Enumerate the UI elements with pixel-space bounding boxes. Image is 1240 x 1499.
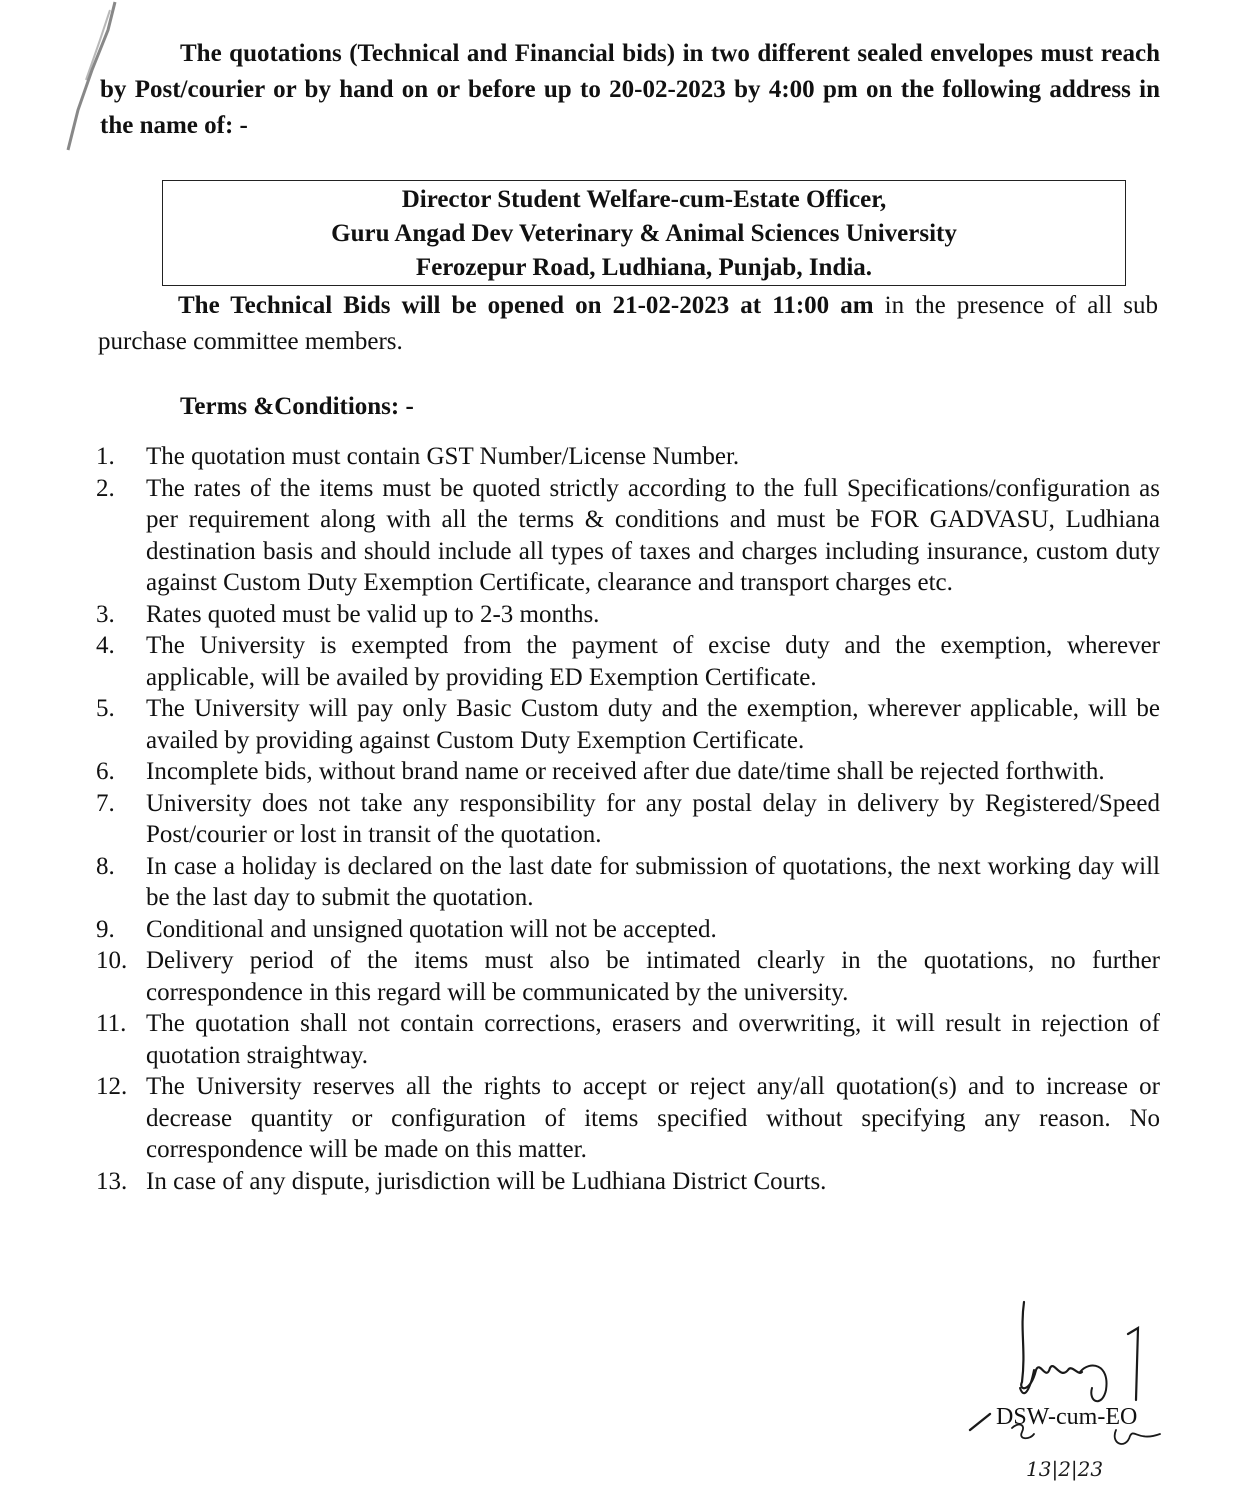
term-item — [96, 473, 1160, 599]
term-text: Incomplete bids, without brand name or received after due date/time shall be rejected forthwith. — [146, 758, 1105, 785]
term-number: 4. — [96, 632, 115, 659]
term-text: In case a holiday is declared on the last date for submission of quotations, the next working day will be the last day to submit the quotation. — [146, 852, 1160, 911]
term-item — [96, 599, 1160, 631]
term-text: The quotation shall not contain corrections, erasers and overwriting, it will result in rejection of quotation straightway. — [146, 1010, 1160, 1069]
term-text: In case of any dispute, jurisdiction will be Ludhiana District Courts. — [146, 1167, 827, 1195]
term-number: 9. — [96, 915, 115, 943]
term-number: 13. — [96, 1167, 128, 1195]
term-item — [96, 851, 1160, 914]
term-number: 10. — [96, 947, 128, 974]
term-number: 3. — [96, 600, 115, 628]
term-text: The University will pay only Basic Custom duty and the exemption, wherever applicable, will be availed by providing against Custom Duty Exemption Certificate. — [146, 695, 1160, 754]
term-item — [96, 441, 1160, 473]
term-text: The University is exempted from the payment of excise duty and the exemption, wherever applicable, will be availed by providing ED Exemption Certificate. — [146, 632, 1160, 691]
signature-date: 13|2|23 — [1026, 1457, 1104, 1481]
address-line-3: Ferozepur Road, Ludhiana, Punjab, India. — [415, 254, 873, 281]
term-text: The quotation must contain GST Number/License Number. — [146, 443, 740, 470]
terms-heading: Terms &Conditions: - — [180, 393, 414, 420]
term-item — [96, 1071, 1160, 1166]
term-number: 8. — [96, 852, 115, 880]
term-number: 1. — [96, 443, 115, 470]
terms-list — [96, 441, 1160, 1197]
term-item — [96, 756, 1160, 788]
address-line-1: Director Student Welfare-cum-Estate Officer, — [401, 186, 887, 213]
term-item — [96, 788, 1160, 851]
address-box — [162, 180, 1126, 286]
term-text: The rates of the items must be quoted strictly according to the full Specifications/configuration as per requirement along with all the terms & conditions and must be FOR GADVASU, Ludhiana destination basis and should include all types of taxes and charges including insurance, custom duty against Custom Duty Exemption Certificate, clearance and transport charges etc. — [146, 474, 1160, 596]
term-text: The University reserves all the rights to accept or reject any/all quotation(s) and to increase or decrease quantity or configuration of items specified without specifying any reason. No correspondence will be made on this matter. — [146, 1073, 1160, 1163]
handwritten-signature — [960, 1290, 1200, 1490]
term-item — [96, 914, 1160, 946]
term-number: 5. — [96, 695, 115, 722]
term-text: University does not take any responsibility for any postal delay in delivery by Registered/Speed Post/courier or lost in transit of the quotation. — [146, 789, 1160, 848]
term-number: 12. — [96, 1073, 128, 1100]
term-item — [96, 1008, 1160, 1071]
term-item — [96, 945, 1160, 1008]
term-text: Rates quoted must be valid up to 2-3 months. — [146, 600, 600, 628]
address-line-2: Guru Angad Dev Veterinary & Animal Sciences University — [331, 220, 957, 247]
term-item — [96, 630, 1160, 693]
term-number: 6. — [96, 758, 115, 785]
intro-paragraph: The quotations (Technical and Financial bids) in two different sealed envelopes must reach by Post/courier or by hand on or before up to 20-02-2023 by 4:00 pm on the following address in the name of: - — [100, 40, 1160, 139]
signature-label: DSW-cum-EO — [996, 1404, 1138, 1430]
term-item — [96, 1166, 1160, 1198]
opening-bold-text: The Technical Bids will be opened on 21-02-2023 at 11:00 am — [178, 292, 874, 319]
term-number: 11. — [96, 1010, 127, 1037]
term-number: 7. — [96, 789, 115, 817]
term-text: Conditional and unsigned quotation will not be accepted. — [146, 915, 717, 943]
term-text: Delivery period of the items must also be intimated clearly in the quotations, no further correspondence in this regard will be communicated by the university. — [146, 947, 1160, 1006]
opening-paragraph — [98, 288, 1158, 360]
opening-rest-text: in the presence of all sub purchase committee members. — [98, 292, 1158, 355]
term-number: 2. — [96, 474, 115, 502]
term-item — [96, 693, 1160, 756]
